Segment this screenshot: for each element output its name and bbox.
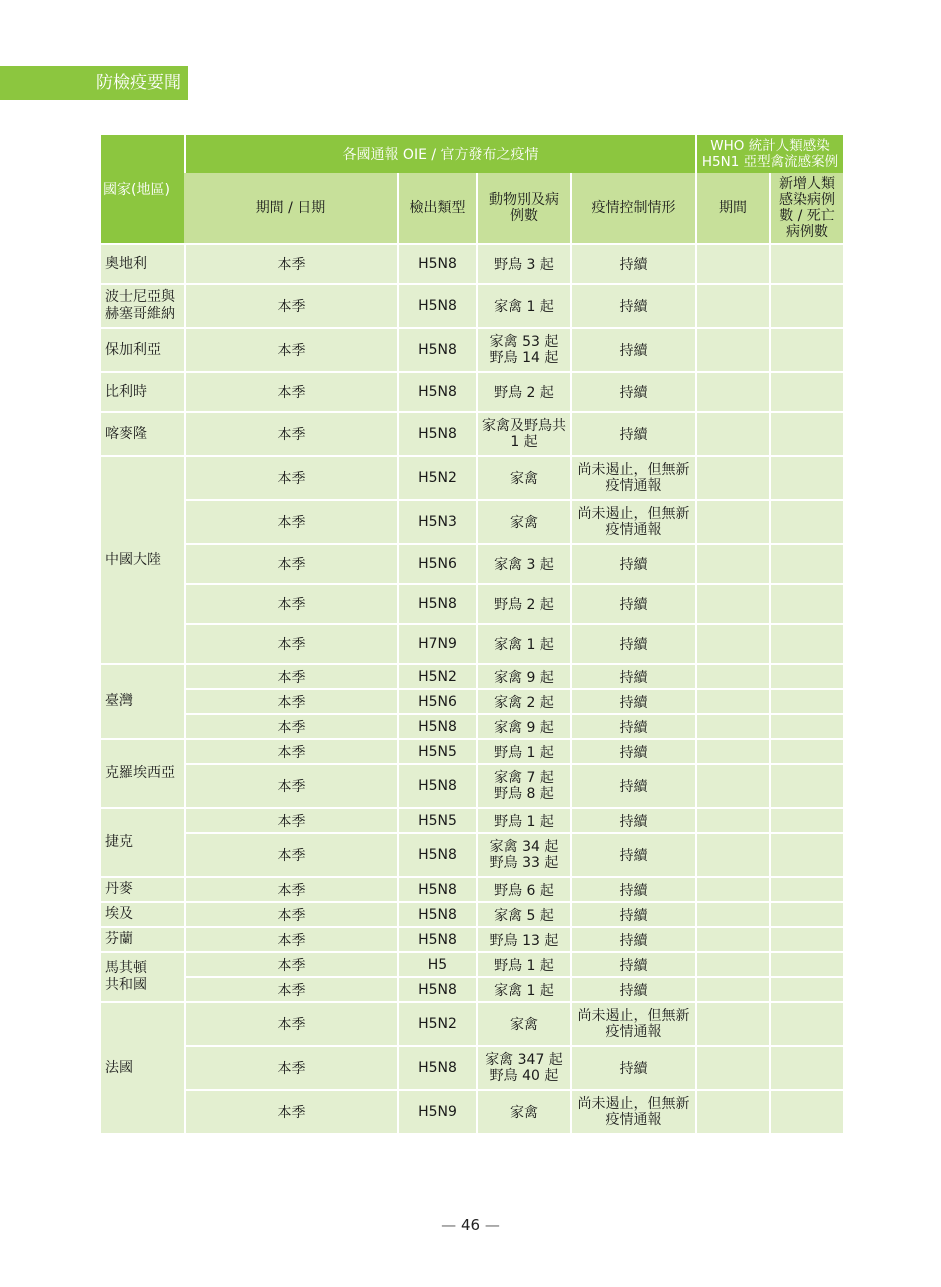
table-row (101, 327, 843, 371)
type-cell: H5N8 (397, 876, 476, 901)
header-animal-line-2: 例數 (510, 208, 538, 224)
period-cell: 本季 (184, 763, 397, 807)
who-cases-cell (769, 327, 843, 371)
type-cell: H5N5 (397, 807, 476, 832)
animal-line: 家禽 34 起 (489, 839, 559, 855)
control-cell (570, 1045, 695, 1089)
animal-line: 家禽 2 起 (494, 694, 554, 711)
control-cell (570, 543, 695, 583)
control-cell (570, 832, 695, 876)
table-body (101, 243, 843, 1133)
who-cases-cell (769, 738, 843, 763)
table-row (101, 901, 843, 926)
type-cell: H5N8 (397, 411, 476, 455)
table-row (101, 243, 843, 283)
country-cell (101, 926, 184, 951)
control-line: 尚未遏止，但無新 (577, 1008, 690, 1024)
animal-line: 家禽及野鳥共 (482, 418, 566, 434)
country-line: 克羅埃西亞 (105, 765, 175, 781)
control-line: 持續 (619, 848, 648, 864)
period-cell: 本季 (184, 901, 397, 926)
control-line: 尚未遏止，但無新 (577, 1096, 690, 1112)
type-cell: H5N8 (397, 327, 476, 371)
who-cases-cell (769, 807, 843, 832)
table-row (101, 832, 843, 876)
type-cell: H5N8 (397, 283, 476, 327)
animal-cell (476, 499, 570, 543)
table-header (101, 135, 843, 243)
who-cases-cell (769, 713, 843, 738)
animal-cell (476, 763, 570, 807)
who-period-cell (695, 832, 769, 876)
animal-line: 野鳥 1 起 (494, 744, 554, 761)
control-cell (570, 583, 695, 623)
country-line: 芬蘭 (105, 931, 133, 947)
country-line: 捷克 (105, 834, 133, 850)
who-period-cell (695, 327, 769, 371)
control-cell (570, 901, 695, 926)
who-period-cell (695, 951, 769, 976)
table-row (101, 763, 843, 807)
control-cell (570, 1001, 695, 1045)
country-cell (101, 1001, 184, 1133)
section-tab: 防檢疫要聞 (0, 66, 188, 100)
animal-line: 家禽 1 起 (494, 982, 554, 999)
country-cell (101, 901, 184, 926)
table-row (101, 1089, 843, 1133)
animal-line: 野鳥 33 起 (489, 855, 559, 871)
period-cell: 本季 (184, 951, 397, 976)
control-cell (570, 663, 695, 688)
header-who-cases-line-1: 新增人類 (779, 176, 835, 192)
period-cell: 本季 (184, 663, 397, 688)
animal-line: 家禽 7 起 (494, 770, 554, 786)
control-line: 持續 (619, 427, 648, 443)
animal-line: 家禽 347 起 (485, 1052, 563, 1068)
animal-line: 野鳥 1 起 (494, 813, 554, 830)
table-row (101, 411, 843, 455)
animal-line: 野鳥 13 起 (489, 932, 559, 949)
who-period-cell (695, 807, 769, 832)
who-period-cell (695, 738, 769, 763)
who-cases-cell (769, 663, 843, 688)
page-number-dash-right: — (484, 1216, 500, 1234)
table-row (101, 543, 843, 583)
table-row (101, 499, 843, 543)
control-cell (570, 951, 695, 976)
animal-line: 野鳥 2 起 (494, 385, 554, 401)
control-cell (570, 623, 695, 663)
type-cell: H5N6 (397, 543, 476, 583)
animal-cell (476, 832, 570, 876)
who-period-cell (695, 688, 769, 713)
header-animal-line-1: 動物別及病 (489, 192, 559, 208)
header-country: 國家(地區) (101, 135, 184, 243)
animal-cell (476, 951, 570, 976)
table-row (101, 623, 843, 663)
who-cases-cell (769, 583, 843, 623)
type-cell: H5N8 (397, 243, 476, 283)
who-period-cell (695, 1089, 769, 1133)
table-row (101, 663, 843, 688)
control-line: 持續 (619, 385, 648, 401)
control-cell (570, 1089, 695, 1133)
animal-line: 野鳥 14 起 (489, 350, 559, 366)
table-row (101, 951, 843, 976)
type-cell: H5 (397, 951, 476, 976)
period-cell: 本季 (184, 688, 397, 713)
who-cases-cell (769, 832, 843, 876)
who-cases-cell (769, 1001, 843, 1045)
control-cell (570, 688, 695, 713)
type-cell: H5N9 (397, 1089, 476, 1133)
table-row (101, 371, 843, 411)
who-cases-cell (769, 243, 843, 283)
control-line: 持續 (619, 779, 648, 795)
who-period-cell (695, 623, 769, 663)
table-row (101, 807, 843, 832)
country-cell (101, 738, 184, 807)
type-cell: H5N5 (397, 738, 476, 763)
period-cell: 本季 (184, 713, 397, 738)
type-cell: H5N8 (397, 371, 476, 411)
country-line: 中國大陸 (105, 551, 161, 568)
country-cell (101, 951, 184, 1001)
header-who-line-2: H5N1 亞型禽流感案例 (701, 154, 839, 170)
animal-line: 家禽 5 起 (494, 907, 554, 924)
control-line: 疫情通報 (605, 1024, 662, 1040)
period-cell: 本季 (184, 738, 397, 763)
header-animal (476, 173, 570, 243)
table-row (101, 583, 843, 623)
period-cell: 本季 (184, 243, 397, 283)
who-cases-cell (769, 411, 843, 455)
header-oie-group: 各國通報 OIE / 官方發布之疫情 (184, 135, 695, 173)
who-period-cell (695, 713, 769, 738)
animal-cell (476, 243, 570, 283)
country-line: 保加利亞 (105, 341, 161, 358)
type-cell: H5N2 (397, 1001, 476, 1045)
type-cell: H5N2 (397, 455, 476, 499)
table-row (101, 738, 843, 763)
who-cases-cell (769, 371, 843, 411)
period-cell: 本季 (184, 807, 397, 832)
period-cell: 本季 (184, 926, 397, 951)
period-cell: 本季 (184, 371, 397, 411)
table-row (101, 688, 843, 713)
country-line: 埃及 (105, 906, 133, 922)
country-line: 波士尼亞與 (105, 289, 175, 305)
who-period-cell (695, 1045, 769, 1089)
who-period-cell (695, 243, 769, 283)
period-cell: 本季 (184, 327, 397, 371)
outbreak-table (101, 135, 843, 1133)
who-cases-cell (769, 951, 843, 976)
animal-cell (476, 926, 570, 951)
country-line: 比利時 (105, 383, 147, 400)
country-cell (101, 876, 184, 901)
country-cell (101, 243, 184, 283)
animal-line: 家禽 1 起 (494, 299, 554, 315)
country-cell (101, 371, 184, 411)
header-control: 疫情控制情形 (570, 173, 695, 243)
control-cell (570, 455, 695, 499)
animal-cell (476, 901, 570, 926)
country-line: 臺灣 (105, 693, 133, 709)
country-line: 法國 (105, 1059, 133, 1076)
animal-cell (476, 1001, 570, 1045)
control-line: 持續 (619, 597, 648, 613)
who-cases-cell (769, 1045, 843, 1089)
country-line: 奧地利 (105, 255, 147, 272)
control-cell (570, 876, 695, 901)
control-line: 持續 (619, 1061, 648, 1077)
period-cell: 本季 (184, 832, 397, 876)
animal-line: 野鳥 6 起 (494, 882, 554, 899)
animal-cell (476, 327, 570, 371)
animal-cell (476, 688, 570, 713)
animal-line: 家禽 9 起 (494, 719, 554, 736)
control-line: 持續 (619, 257, 648, 273)
animal-cell (476, 455, 570, 499)
who-period-cell (695, 583, 769, 623)
animal-line: 家禽 (510, 515, 538, 531)
control-cell (570, 926, 695, 951)
control-line: 持續 (619, 957, 648, 974)
period-cell: 本季 (184, 499, 397, 543)
who-cases-cell (769, 455, 843, 499)
country-cell (101, 283, 184, 327)
control-line: 持續 (619, 932, 648, 949)
type-cell: H5N2 (397, 663, 476, 688)
country-cell (101, 455, 184, 663)
who-period-cell (695, 663, 769, 688)
who-period-cell (695, 876, 769, 901)
animal-line: 野鳥 1 起 (494, 957, 554, 974)
animal-line: 家禽 (510, 1017, 538, 1033)
who-cases-cell (769, 926, 843, 951)
control-line: 持續 (619, 982, 648, 999)
who-period-cell (695, 411, 769, 455)
control-line: 持續 (619, 744, 648, 761)
who-cases-cell (769, 688, 843, 713)
who-period-cell (695, 499, 769, 543)
control-line: 持續 (619, 557, 648, 573)
period-cell: 本季 (184, 1045, 397, 1089)
type-cell: H5N8 (397, 901, 476, 926)
who-period-cell (695, 371, 769, 411)
period-cell: 本季 (184, 543, 397, 583)
animal-line: 家禽 1 起 (494, 637, 554, 653)
animal-cell (476, 876, 570, 901)
period-cell: 本季 (184, 976, 397, 1001)
type-cell: H5N3 (397, 499, 476, 543)
header-who-cases-line-2: 感染病例 (779, 192, 835, 208)
control-cell (570, 499, 695, 543)
period-cell: 本季 (184, 876, 397, 901)
type-cell: H5N8 (397, 1045, 476, 1089)
period-cell: 本季 (184, 1089, 397, 1133)
animal-line: 家禽 9 起 (494, 669, 554, 686)
who-cases-cell (769, 976, 843, 1001)
animal-line: 家禽 (510, 471, 538, 487)
control-line: 尚未遏止，但無新 (577, 462, 690, 478)
type-cell: H7N9 (397, 623, 476, 663)
country-cell (101, 663, 184, 738)
animal-line: 野鳥 3 起 (494, 257, 554, 273)
type-cell: H5N8 (397, 583, 476, 623)
control-cell (570, 976, 695, 1001)
header-who-line-1: WHO 統計人類感染 (710, 138, 830, 154)
animal-cell (476, 738, 570, 763)
animal-cell (476, 1045, 570, 1089)
country-line: 共和國 (105, 977, 147, 993)
control-line: 持續 (619, 637, 648, 653)
page-number-value: 46 (460, 1216, 481, 1234)
who-period-cell (695, 926, 769, 951)
who-cases-cell (769, 499, 843, 543)
table-row (101, 283, 843, 327)
who-cases-cell (769, 623, 843, 663)
who-cases-cell (769, 1089, 843, 1133)
animal-cell (476, 371, 570, 411)
control-line: 持續 (619, 907, 648, 924)
who-cases-cell (769, 543, 843, 583)
header-who-cases (769, 173, 843, 243)
country-line: 喀麥隆 (105, 425, 147, 442)
control-line: 持續 (619, 669, 648, 686)
period-cell: 本季 (184, 455, 397, 499)
type-cell: H5N8 (397, 832, 476, 876)
animal-cell (476, 283, 570, 327)
animal-cell (476, 976, 570, 1001)
who-cases-cell (769, 283, 843, 327)
control-line: 疫情通報 (605, 478, 662, 494)
animal-cell (476, 807, 570, 832)
animal-cell (476, 663, 570, 688)
table-row (101, 713, 843, 738)
animal-line: 家禽 (510, 1105, 538, 1121)
type-cell: H5N8 (397, 976, 476, 1001)
animal-line: 野鳥 40 起 (489, 1068, 559, 1084)
control-cell (570, 243, 695, 283)
control-line: 持續 (619, 813, 648, 830)
type-cell: H5N8 (397, 713, 476, 738)
type-cell: H5N6 (397, 688, 476, 713)
animal-cell (476, 1089, 570, 1133)
control-cell (570, 283, 695, 327)
who-period-cell (695, 763, 769, 807)
country-line: 馬其頓 (105, 960, 147, 976)
who-cases-cell (769, 901, 843, 926)
control-line: 持續 (619, 343, 648, 359)
country-cell (101, 807, 184, 876)
page-number (0, 1216, 941, 1234)
country-line: 丹麥 (105, 881, 133, 897)
animal-cell (476, 411, 570, 455)
who-period-cell (695, 283, 769, 327)
control-line: 疫情通報 (605, 1112, 662, 1128)
control-cell (570, 371, 695, 411)
who-period-cell (695, 455, 769, 499)
period-cell: 本季 (184, 283, 397, 327)
control-cell (570, 807, 695, 832)
header-who-cases-line-4: 病例數 (786, 224, 828, 240)
table-row (101, 1001, 843, 1045)
table-row (101, 926, 843, 951)
control-line: 持續 (619, 719, 648, 736)
table-row (101, 455, 843, 499)
period-cell: 本季 (184, 411, 397, 455)
control-line: 尚未遏止，但無新 (577, 506, 690, 522)
animal-line: 家禽 3 起 (494, 557, 554, 573)
control-cell (570, 763, 695, 807)
period-cell: 本季 (184, 623, 397, 663)
animal-cell (476, 583, 570, 623)
control-cell (570, 738, 695, 763)
header-who-period: 期間 (695, 173, 769, 243)
animal-line: 野鳥 8 起 (494, 786, 554, 802)
who-period-cell (695, 543, 769, 583)
animal-line: 1 起 (510, 434, 538, 450)
control-line: 持續 (619, 299, 648, 315)
table-row (101, 976, 843, 1001)
control-cell (570, 411, 695, 455)
header-period: 期間 / 日期 (184, 173, 397, 243)
control-line: 持續 (619, 882, 648, 899)
who-period-cell (695, 901, 769, 926)
animal-line: 野鳥 2 起 (494, 597, 554, 613)
country-line: 赫塞哥維納 (105, 306, 175, 322)
header-who-cases-line-3: 數 / 死亡 (779, 208, 835, 224)
who-period-cell (695, 1001, 769, 1045)
header-who-group (695, 135, 843, 173)
control-cell (570, 327, 695, 371)
type-cell: H5N8 (397, 763, 476, 807)
country-cell (101, 411, 184, 455)
who-cases-cell (769, 876, 843, 901)
who-period-cell (695, 976, 769, 1001)
header-type: 檢出類型 (397, 173, 476, 243)
who-cases-cell (769, 763, 843, 807)
control-cell (570, 713, 695, 738)
period-cell: 本季 (184, 583, 397, 623)
animal-cell (476, 713, 570, 738)
table-row (101, 876, 843, 901)
animal-cell (476, 543, 570, 583)
type-cell: H5N8 (397, 926, 476, 951)
page-number-dash-left: — (441, 1216, 457, 1234)
control-line: 疫情通報 (605, 522, 662, 538)
period-cell: 本季 (184, 1001, 397, 1045)
animal-line: 家禽 53 起 (489, 334, 559, 350)
control-line: 持續 (619, 694, 648, 711)
animal-cell (476, 623, 570, 663)
table-row (101, 1045, 843, 1089)
country-cell (101, 327, 184, 371)
